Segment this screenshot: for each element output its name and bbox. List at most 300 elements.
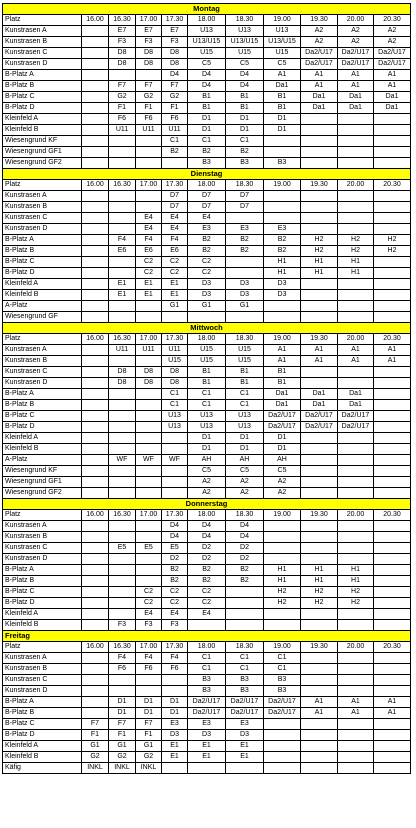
slot-cell: F3 [109, 37, 136, 48]
slot-cell: D4 [162, 521, 188, 532]
place-name: Wiesengrund GF1 [3, 477, 82, 488]
slot-cell: A1 [338, 356, 374, 367]
slot-cell: D1 [109, 697, 136, 708]
slot-cell: B1 [264, 103, 301, 114]
slot-cell: E1 [109, 279, 136, 290]
slot-cell: D8 [136, 367, 162, 378]
place-name: B-Platz D [3, 422, 82, 433]
slot-cell: Da2/U17 [301, 59, 338, 70]
slot-cell [301, 763, 338, 774]
slot-cell [136, 312, 162, 323]
slot-cell: E5 [109, 543, 136, 554]
slot-cell [301, 675, 338, 686]
slot-cell: H1 [338, 565, 374, 576]
slot-cell: B3 [188, 675, 226, 686]
slot-cell: C1 [226, 664, 264, 675]
header-time: 16.30 [109, 510, 136, 521]
schedule-sheet [2, 3, 410, 774]
header-time: 19.30 [301, 334, 338, 345]
day-title: Montag [3, 4, 411, 15]
slot-cell [82, 532, 109, 543]
slot-cell [82, 70, 109, 81]
slot-cell [338, 378, 374, 389]
schedule-row [3, 125, 411, 136]
header-time: 20.30 [374, 642, 411, 653]
slot-cell [82, 48, 109, 59]
schedule-row [3, 389, 411, 400]
slot-cell: F7 [109, 81, 136, 92]
slot-cell [188, 312, 226, 323]
schedule-row [3, 26, 411, 37]
slot-cell [264, 191, 301, 202]
slot-cell [226, 268, 264, 279]
slot-cell: A2 [188, 488, 226, 499]
slot-cell: B1 [188, 367, 226, 378]
slot-cell: Da2/U17 [188, 697, 226, 708]
header-place: Platz [3, 642, 82, 653]
slot-cell [82, 345, 109, 356]
header-time: 20.30 [374, 334, 411, 345]
slot-cell [82, 576, 109, 587]
slot-cell [136, 356, 162, 367]
place-name: Kleinfeld B [3, 752, 82, 763]
slot-cell: H2 [338, 235, 374, 246]
schedule-row [3, 235, 411, 246]
slot-cell [338, 114, 374, 125]
slot-cell: B3 [264, 686, 301, 697]
slot-cell [162, 686, 188, 697]
slot-cell [109, 466, 136, 477]
header-time: 20.00 [338, 15, 374, 26]
slot-cell: B2 [188, 147, 226, 158]
slot-cell: Da2/U17 [374, 48, 411, 59]
place-name: Kleinfeld B [3, 620, 82, 631]
slot-cell [109, 312, 136, 323]
header-time: 17.30 [162, 510, 188, 521]
slot-cell: Da2/U17 [264, 697, 301, 708]
slot-cell: A1 [338, 708, 374, 719]
slot-cell [374, 202, 411, 213]
slot-cell [374, 224, 411, 235]
slot-cell: E4 [162, 213, 188, 224]
header-time: 19.30 [301, 180, 338, 191]
slot-cell [374, 554, 411, 565]
place-name: Wiesengrund KF [3, 136, 82, 147]
slot-cell: U13 [264, 26, 301, 37]
slot-cell: H1 [338, 268, 374, 279]
slot-cell [82, 697, 109, 708]
schedule-row [3, 664, 411, 675]
slot-cell: E1 [162, 752, 188, 763]
slot-cell: B2 [188, 246, 226, 257]
slot-cell [82, 543, 109, 554]
slot-cell: A1 [374, 697, 411, 708]
slot-cell: D2 [226, 543, 264, 554]
slot-cell [162, 488, 188, 499]
slot-cell: D8 [162, 59, 188, 70]
place-name: Kleinfeld B [3, 290, 82, 301]
slot-cell [82, 587, 109, 598]
header-time: 19.00 [264, 15, 301, 26]
place-name: Käfig [3, 763, 82, 774]
slot-cell: A1 [301, 697, 338, 708]
slot-cell: Da1 [264, 81, 301, 92]
slot-cell [374, 532, 411, 543]
slot-cell: D1 [162, 697, 188, 708]
slot-cell [338, 466, 374, 477]
slot-cell: E4 [162, 609, 188, 620]
slot-cell [82, 301, 109, 312]
slot-cell: AH [226, 455, 264, 466]
slot-cell [338, 521, 374, 532]
place-name: Kleinfeld A [3, 114, 82, 125]
slot-cell: H1 [338, 576, 374, 587]
schedule-row [3, 70, 411, 81]
slot-cell: D8 [109, 367, 136, 378]
place-name: B-Platz B [3, 81, 82, 92]
slot-cell: A2 [338, 26, 374, 37]
place-name: B-Platz A [3, 697, 82, 708]
slot-cell [136, 191, 162, 202]
header-time: 16.00 [82, 180, 109, 191]
slot-cell: H2 [338, 598, 374, 609]
slot-cell: Da2/U17 [226, 708, 264, 719]
slot-cell: E1 [188, 752, 226, 763]
slot-cell [301, 719, 338, 730]
slot-cell [374, 664, 411, 675]
slot-cell: D4 [162, 70, 188, 81]
slot-cell: B1 [264, 367, 301, 378]
place-name: Kleinfeld A [3, 279, 82, 290]
slot-cell [301, 433, 338, 444]
slot-cell [188, 620, 226, 631]
schedule-row [3, 422, 411, 433]
slot-cell: A2 [301, 26, 338, 37]
slot-cell: H2 [264, 587, 301, 598]
slot-cell: H1 [264, 565, 301, 576]
slot-cell: D1 [226, 114, 264, 125]
slot-cell: C1 [264, 664, 301, 675]
slot-cell: D4 [188, 532, 226, 543]
slot-cell: C1 [226, 400, 264, 411]
slot-cell [136, 565, 162, 576]
slot-cell [374, 653, 411, 664]
slot-cell [264, 213, 301, 224]
schedule-row [3, 741, 411, 752]
schedule-row [3, 620, 411, 631]
slot-cell: A2 [374, 37, 411, 48]
place-name: B-Platz B [3, 246, 82, 257]
day-title: Freitag [3, 631, 411, 642]
slot-cell: A2 [226, 477, 264, 488]
slot-cell: G1 [82, 741, 109, 752]
header-time: 18.00 [188, 510, 226, 521]
slot-cell [374, 312, 411, 323]
slot-cell: Da1 [264, 389, 301, 400]
slot-cell: H2 [301, 246, 338, 257]
header-time: 18.30 [226, 180, 264, 191]
slot-cell: A1 [374, 356, 411, 367]
slot-cell [162, 763, 188, 774]
slot-cell: B3 [226, 158, 264, 169]
slot-cell: D3 [226, 290, 264, 301]
slot-cell: E1 [188, 741, 226, 752]
slot-cell: D4 [226, 521, 264, 532]
slot-cell: Da2/U17 [338, 59, 374, 70]
slot-cell [264, 136, 301, 147]
slot-cell: F7 [136, 719, 162, 730]
slot-cell [226, 587, 264, 598]
header-time: 17.30 [162, 15, 188, 26]
slot-cell [226, 609, 264, 620]
slot-cell [374, 147, 411, 158]
slot-cell: D4 [226, 70, 264, 81]
slot-cell: D8 [136, 48, 162, 59]
place-name: B-Platz D [3, 268, 82, 279]
slot-cell [338, 752, 374, 763]
slot-cell: H1 [338, 257, 374, 268]
slot-cell [162, 312, 188, 323]
slot-cell: B2 [162, 565, 188, 576]
slot-cell: F6 [162, 664, 188, 675]
slot-cell: A1 [264, 70, 301, 81]
slot-cell [136, 147, 162, 158]
slot-cell [109, 411, 136, 422]
slot-cell: B3 [264, 675, 301, 686]
slot-cell [82, 664, 109, 675]
slot-cell [136, 202, 162, 213]
slot-cell: D1 [162, 708, 188, 719]
slot-cell: D1 [264, 444, 301, 455]
slot-cell: A1 [374, 81, 411, 92]
slot-cell [82, 103, 109, 114]
schedule-row [3, 400, 411, 411]
slot-cell: C1 [162, 389, 188, 400]
header-place: Platz [3, 510, 82, 521]
slot-cell [374, 257, 411, 268]
slot-cell: U13 [226, 422, 264, 433]
slot-cell: C2 [136, 598, 162, 609]
schedule-row [3, 301, 411, 312]
slot-cell: D3 [162, 730, 188, 741]
slot-cell [374, 455, 411, 466]
slot-cell [82, 213, 109, 224]
slot-cell: F7 [162, 81, 188, 92]
place-name: B-Platz B [3, 400, 82, 411]
slot-cell [301, 312, 338, 323]
slot-cell: G2 [109, 92, 136, 103]
slot-cell: E6 [136, 246, 162, 257]
slot-cell: F3 [136, 620, 162, 631]
slot-cell: F1 [109, 103, 136, 114]
slot-cell: Da1 [338, 400, 374, 411]
slot-cell [136, 521, 162, 532]
slot-cell: WF [162, 455, 188, 466]
slot-cell [109, 609, 136, 620]
slot-cell: F4 [162, 235, 188, 246]
day-title-row [3, 631, 411, 642]
slot-cell [82, 488, 109, 499]
slot-cell: C2 [136, 587, 162, 598]
slot-cell: D1 [264, 433, 301, 444]
slot-cell: C1 [162, 400, 188, 411]
slot-cell: D4 [188, 81, 226, 92]
slot-cell [82, 125, 109, 136]
slot-cell: H2 [338, 587, 374, 598]
slot-cell [264, 763, 301, 774]
slot-cell [109, 158, 136, 169]
slot-cell: E5 [162, 543, 188, 554]
slot-cell [374, 686, 411, 697]
slot-cell: C2 [188, 587, 226, 598]
slot-cell: D1 [136, 697, 162, 708]
slot-cell: H1 [264, 257, 301, 268]
slot-cell: F4 [162, 653, 188, 664]
slot-cell: H2 [301, 235, 338, 246]
slot-cell: F6 [109, 114, 136, 125]
slot-cell [82, 59, 109, 70]
slot-cell: Da2/U17 [338, 411, 374, 422]
slot-cell [264, 741, 301, 752]
slot-cell: E4 [136, 213, 162, 224]
slot-cell [136, 301, 162, 312]
slot-cell: C1 [226, 136, 264, 147]
slot-cell: Da2/U17 [264, 708, 301, 719]
slot-cell: B3 [188, 686, 226, 697]
slot-cell [136, 477, 162, 488]
schedule-row [3, 37, 411, 48]
place-name: Kunstrasen C [3, 213, 82, 224]
slot-cell [264, 521, 301, 532]
slot-cell: E1 [226, 741, 264, 752]
place-name: Kunstrasen B [3, 37, 82, 48]
slot-cell: D2 [188, 543, 226, 554]
slot-cell: F6 [109, 664, 136, 675]
slot-cell [374, 719, 411, 730]
slot-cell: INKL [109, 763, 136, 774]
slot-cell [338, 279, 374, 290]
slot-cell: C1 [188, 653, 226, 664]
slot-cell [109, 356, 136, 367]
slot-cell [109, 400, 136, 411]
slot-cell [82, 554, 109, 565]
schedule-row [3, 59, 411, 70]
slot-cell: F4 [109, 235, 136, 246]
slot-cell [136, 433, 162, 444]
schedule-row [3, 598, 411, 609]
slot-cell: A2 [301, 37, 338, 48]
slot-cell: H1 [264, 576, 301, 587]
slot-cell [82, 26, 109, 37]
slot-cell: D8 [109, 59, 136, 70]
slot-cell [82, 37, 109, 48]
day-title: Donnerstag [3, 499, 411, 510]
slot-cell: D4 [188, 521, 226, 532]
slot-cell [301, 378, 338, 389]
slot-cell [82, 686, 109, 697]
slot-cell [82, 356, 109, 367]
slot-cell: E3 [226, 719, 264, 730]
slot-cell [338, 719, 374, 730]
slot-cell: Da1 [301, 103, 338, 114]
header-time: 18.00 [188, 15, 226, 26]
slot-cell: D8 [109, 378, 136, 389]
slot-cell: F1 [109, 730, 136, 741]
slot-cell [82, 598, 109, 609]
slot-cell [136, 444, 162, 455]
slot-cell [374, 279, 411, 290]
slot-cell: B2 [188, 565, 226, 576]
day-title-row [3, 499, 411, 510]
schedule-row [3, 136, 411, 147]
place-name: B-Platz C [3, 92, 82, 103]
slot-cell [136, 136, 162, 147]
slot-cell [82, 136, 109, 147]
slot-cell: F7 [82, 719, 109, 730]
schedule-row [3, 312, 411, 323]
slot-cell: H1 [301, 257, 338, 268]
slot-cell: Da2/U17 [264, 411, 301, 422]
slot-cell: D4 [162, 532, 188, 543]
slot-cell [338, 147, 374, 158]
slot-cell: D1 [136, 708, 162, 719]
slot-cell: U13 [162, 411, 188, 422]
slot-cell [338, 609, 374, 620]
schedule-row [3, 444, 411, 455]
slot-cell: D3 [226, 279, 264, 290]
slot-cell: A1 [374, 708, 411, 719]
slot-cell: U15 [264, 48, 301, 59]
slot-cell [301, 191, 338, 202]
slot-cell [301, 532, 338, 543]
slot-cell [374, 730, 411, 741]
schedule-row [3, 730, 411, 741]
slot-cell: Da2/U17 [188, 708, 226, 719]
slot-cell [82, 620, 109, 631]
slot-cell: B2 [264, 246, 301, 257]
slot-cell [264, 719, 301, 730]
slot-cell: D1 [188, 433, 226, 444]
slot-cell: A1 [264, 356, 301, 367]
schedule-row [3, 488, 411, 499]
slot-cell: E7 [109, 26, 136, 37]
header-place: Platz [3, 180, 82, 191]
place-name: Kunstrasen C [3, 543, 82, 554]
slot-cell [162, 477, 188, 488]
slot-cell [338, 763, 374, 774]
slot-cell [82, 422, 109, 433]
slot-cell: B1 [226, 103, 264, 114]
slot-cell: B2 [188, 576, 226, 587]
slot-cell [338, 620, 374, 631]
slot-cell [301, 301, 338, 312]
slot-cell: B1 [188, 103, 226, 114]
slot-cell: E1 [136, 290, 162, 301]
slot-cell: E4 [136, 609, 162, 620]
slot-cell: C2 [188, 268, 226, 279]
slot-cell: H1 [301, 565, 338, 576]
slot-cell: E7 [162, 26, 188, 37]
slot-cell: C5 [264, 59, 301, 70]
slot-cell [226, 312, 264, 323]
header-time: 20.00 [338, 510, 374, 521]
slot-cell [301, 653, 338, 664]
slot-cell: B2 [226, 565, 264, 576]
slot-cell: D7 [188, 191, 226, 202]
header-time: 16.30 [109, 180, 136, 191]
slot-cell: Da1 [374, 103, 411, 114]
place-name: B-Platz D [3, 730, 82, 741]
